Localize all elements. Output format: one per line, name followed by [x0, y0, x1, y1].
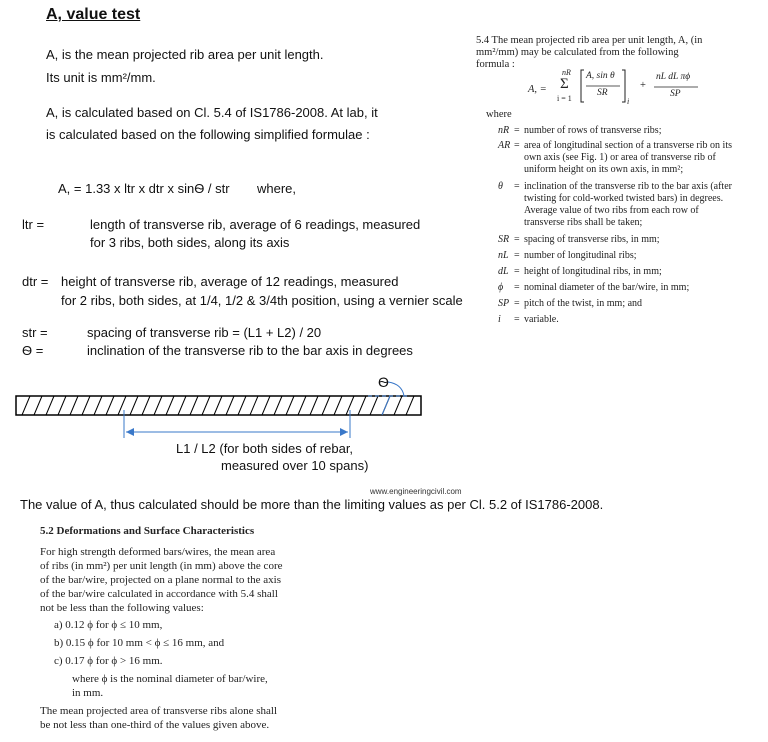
ltr-line-1: length of transverse rib, average of 6 readings, measured: [90, 217, 421, 232]
diagram-caption-1: L1 / L2 (for both sides of rebar,: [176, 441, 354, 456]
calc-line-2: is calculated based on the following simplified formulae :: [46, 127, 370, 142]
span-arrow-right: [340, 428, 348, 436]
ltr-line-2: for 3 ribs, both sides, along its axis: [90, 235, 290, 250]
str-text: spacing of transverse rib = (L1 + L2) / 20: [87, 325, 322, 340]
frac2-denominator: SP: [670, 89, 681, 99]
frac1-denominator: SR: [597, 88, 608, 98]
intro-line-1: A, is the mean projected rib area per unit length.: [46, 47, 324, 62]
clause-5-2-heading: 5.2 Deformations and Surface Characteristics: [40, 525, 255, 537]
intro-line-2: Its unit is mm²/mm.: [46, 70, 156, 85]
clause-5-2-final-2: be not less than one-third of the values given above.: [40, 719, 270, 731]
frac2-bar: [654, 86, 698, 88]
diagram-caption-2: measured over 10 spans): [221, 458, 369, 473]
ltr-label: ltr =: [22, 217, 45, 232]
clause-5-2-para-3: of the bar/wire, projected on a plane normal to the axis: [40, 574, 281, 586]
frac1-numerator: A, sin θ: [586, 71, 615, 81]
formula-plus: +: [640, 80, 646, 91]
formula-lhs: A, =: [528, 84, 547, 95]
angle-arc: [388, 382, 404, 396]
dtr-line-1: height of transverse rib, average of 12 readings, measured: [61, 274, 399, 289]
clause-5-2-note-2: in mm.: [72, 687, 104, 699]
clause-5-4-line-3: formula :: [476, 59, 515, 70]
theta-label: Ѳ =: [22, 343, 44, 358]
sum-symbol: Σ: [560, 76, 569, 92]
clause-5-2-item-c: c) 0.17 ϕ for ϕ > 16 mm.: [54, 655, 163, 667]
span-arrow-left: [126, 428, 134, 436]
calc-line-1: A, is calculated based on Cl. 5.4 of IS1786-2008. At lab, it: [46, 105, 378, 120]
sum-lower-limit: i = 1: [557, 94, 572, 103]
dtr-line-2: for 2 ribs, both sides, at 1/4, 1/2 & 3/4th position, using a vernier scale: [61, 293, 463, 308]
frac2-numerator: nL dL πϕ: [656, 72, 691, 82]
subscript-i: i: [627, 97, 630, 106]
diagram-theta-label: Ѳ: [378, 374, 389, 390]
dtr-label: dtr =: [22, 274, 49, 289]
where-label: where,: [257, 181, 297, 196]
theta-text: inclination of the transverse rib to the bar axis in degrees: [87, 343, 413, 358]
clause-5-4-line-1: 5.4 The mean projected rib area per unit length, A, (in: [476, 35, 703, 46]
str-label: str =: [22, 325, 48, 340]
rebar-diagram: [10, 372, 430, 442]
clause-5-2-final-1: The mean projected area of transverse ribs alone shall: [40, 705, 278, 717]
clause-5-2-item-b: b) 0.15 ϕ for 10 mm < ϕ ≤ 16 mm, and: [54, 637, 225, 649]
clause-5-2-para-1: For high strength deformed bars/wires, the mean area: [40, 546, 276, 558]
clause-5-2-item-a: a) 0.12 ϕ for ϕ ≤ 10 mm,: [54, 619, 163, 631]
page-title: A, value test: [46, 6, 141, 23]
clause-5-4-where: where: [486, 109, 512, 120]
clause-5-4-line-2: mm²/mm) may be calculated from the following: [476, 47, 679, 58]
clause-5-2-para-2: of ribs (in mm²) per unit length (in mm) above the core: [40, 560, 283, 572]
conclusion-text: The value of A, thus calculated should be more than the limiting values as per Cl. 5.2 of IS1786-2008.: [20, 497, 604, 512]
formula-simplified: A, = 1.33 x ltr x dtr x sinѲ / str: [58, 181, 230, 196]
sum-upper-limit: nR: [562, 68, 571, 77]
clause-5-2-para-4: of the bar/wire calculated in accordance with 5.4 shall: [40, 588, 278, 600]
watermark: www.engineeringcivil.com: [370, 487, 462, 496]
clause-5-2-note-1: where ϕ is the nominal diameter of bar/wire,: [72, 673, 268, 685]
clause-5-2-para-5: not be less than the following values:: [40, 602, 204, 614]
